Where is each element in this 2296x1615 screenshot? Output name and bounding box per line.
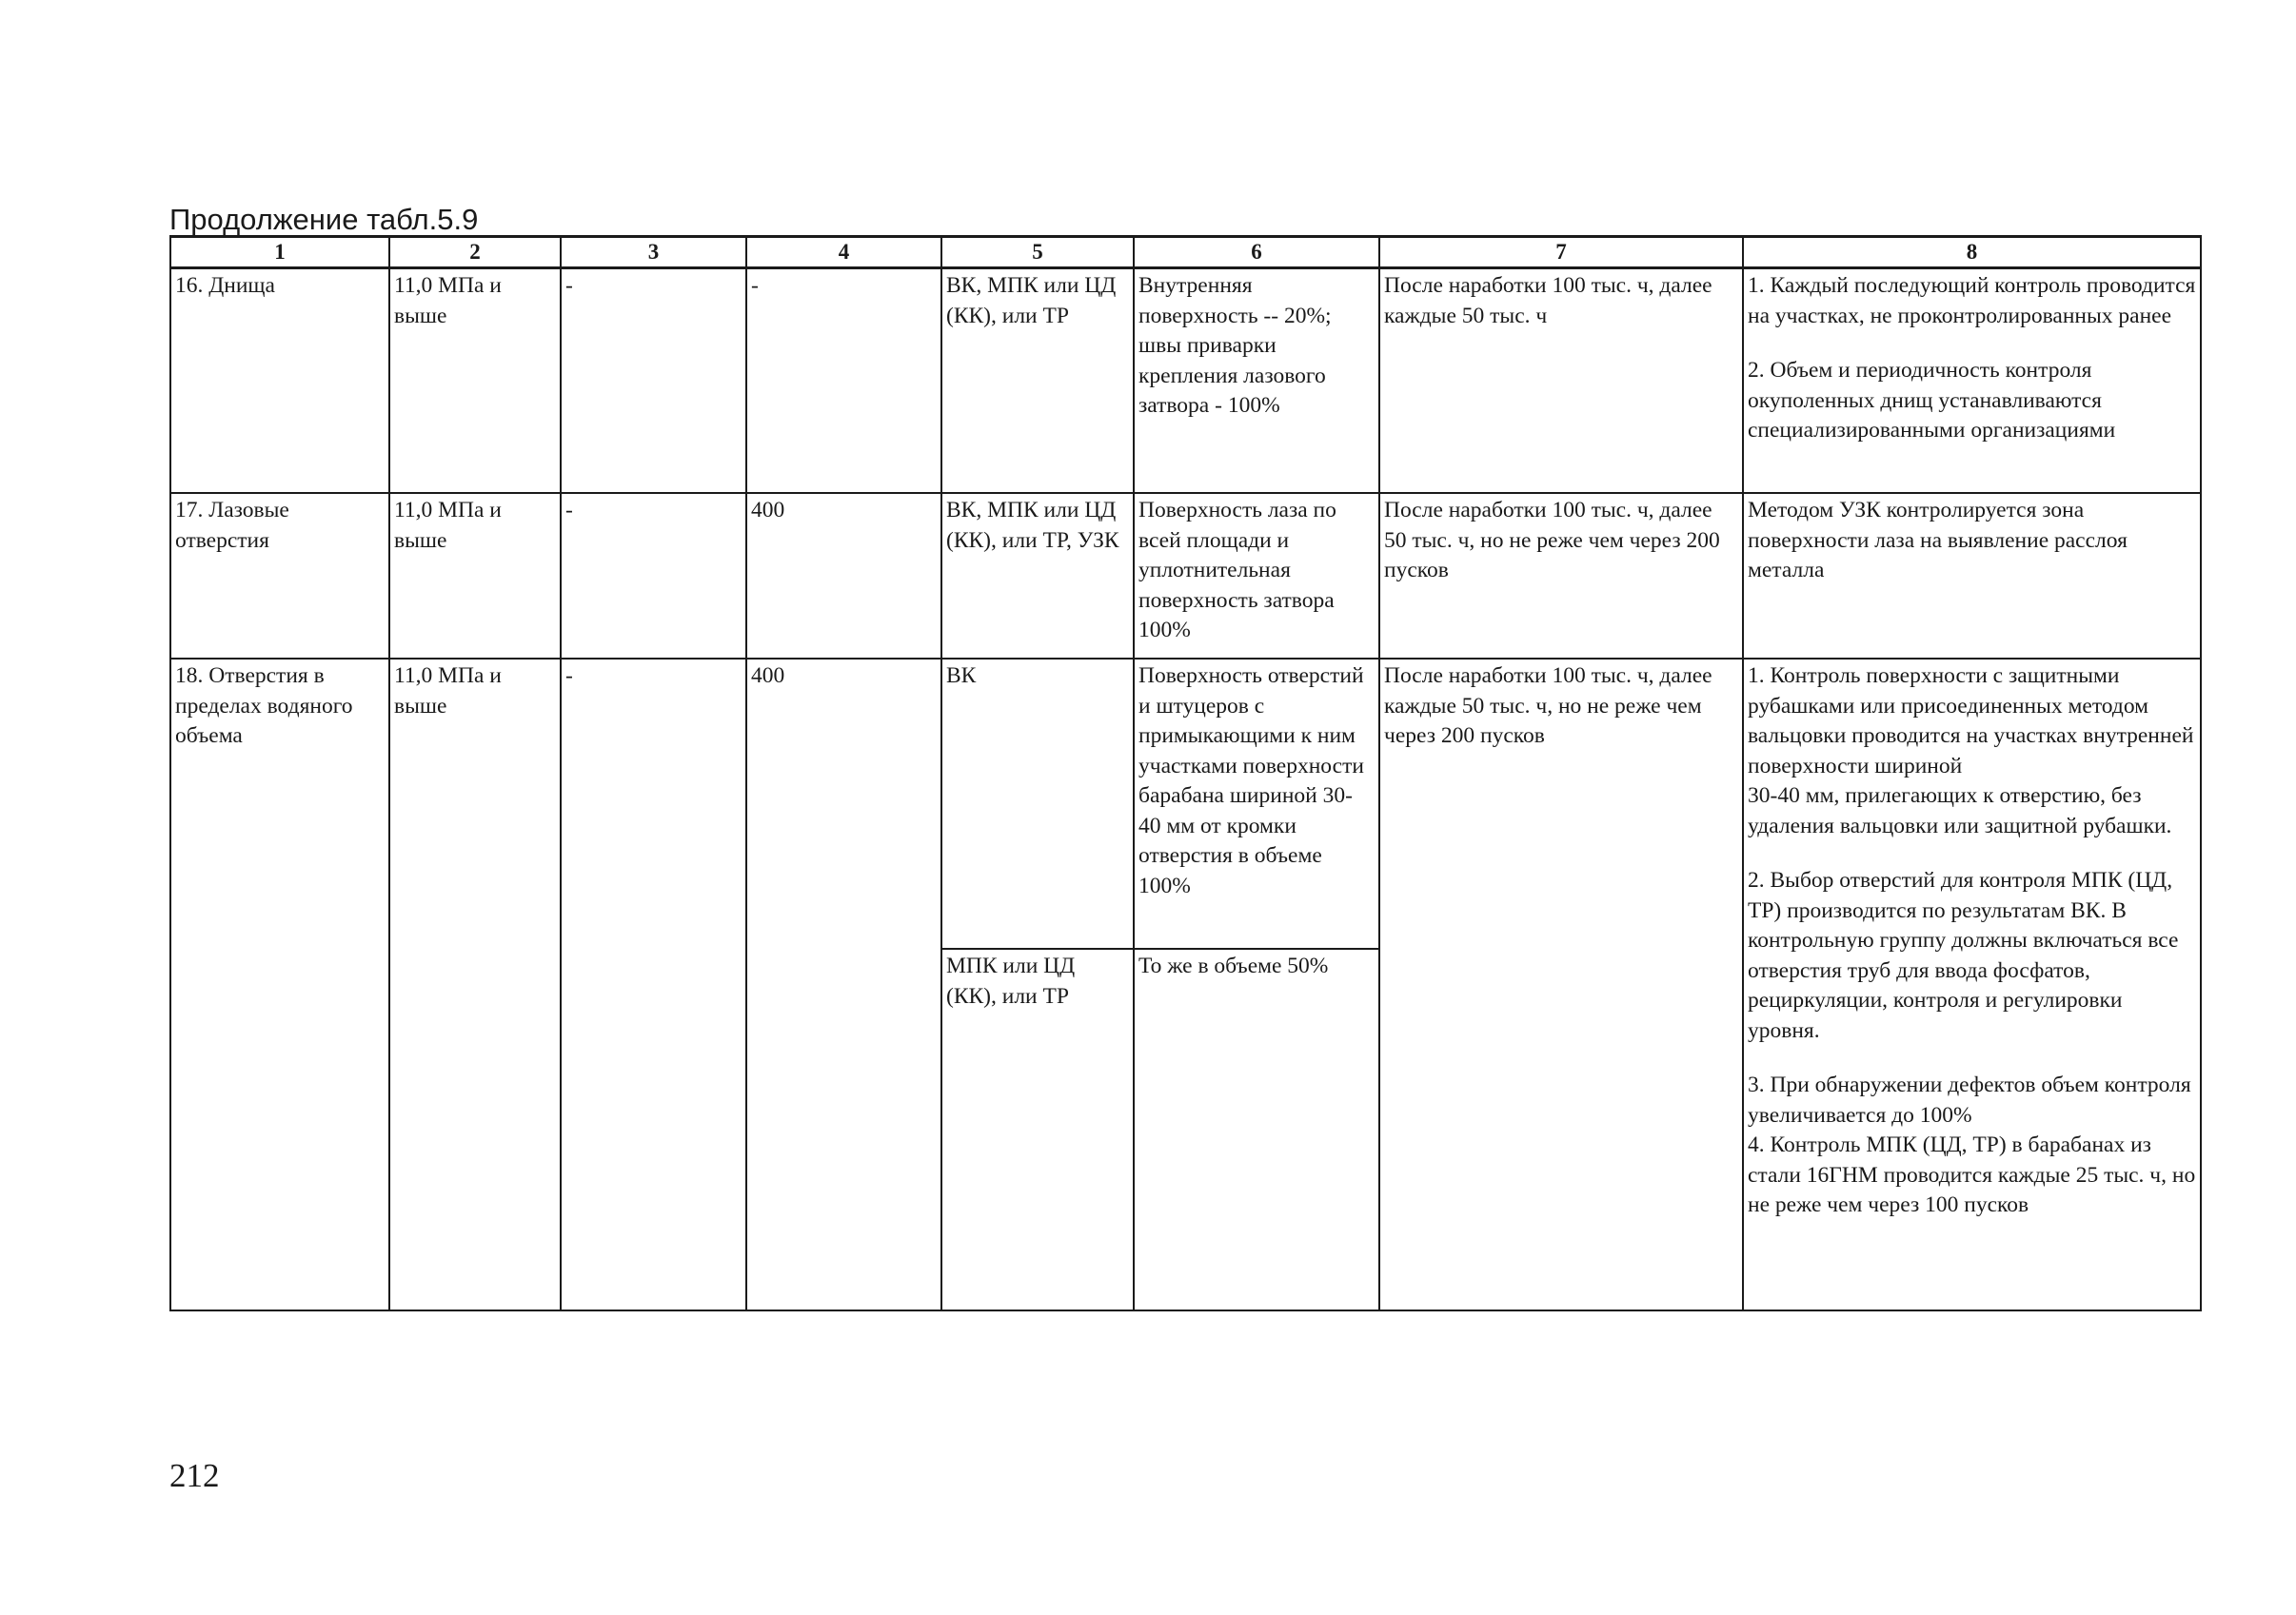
- row17-method: ВК, МПК или ЦД (КК), или ТР, УЗК: [941, 493, 1134, 659]
- row18-note-3: 3. При обнаружении дефектов объем контроля увеличивается до 100%: [1748, 1073, 2191, 1128]
- header-col-1: 1: [170, 237, 389, 268]
- table-row-16: [170, 268, 2201, 494]
- row18-col3: -: [561, 659, 746, 1310]
- row17-period: После наработки 100 тыс. ч, далее 50 тыс. ч, но не реже чем через 200 пусков: [1379, 493, 1743, 659]
- table-header-row: [170, 237, 2201, 268]
- row17-col4: 400: [746, 493, 941, 659]
- row18-note-1a: 1. Контроль поверхности с защитными рубашками или присоединенных методом вальцовки проводится на участках внутренней поверхности шириной: [1748, 663, 2194, 778]
- row18-scope-a: Поверхность отверстий и штуцеров с примыкающими к ним участками поверхности барабана шириной 30-40 мм от кромки отверстия в объеме 100%: [1134, 659, 1379, 949]
- row18-col4: 400: [746, 659, 941, 1310]
- row18-method-a: ВК: [941, 659, 1134, 949]
- header-col-5: 5: [941, 237, 1134, 268]
- row16-period: После наработки 100 тыс. ч, далее каждые 50 тыс. ч: [1379, 268, 1743, 494]
- header-col-6: 6: [1134, 237, 1379, 268]
- header-col-4: 4: [746, 237, 941, 268]
- row16-scope: Внутренняя поверхность -- 20%; швы приварки крепления лазового затвора - 100%: [1134, 268, 1379, 494]
- row18-scope-b: То же в объеме 50%: [1134, 949, 1379, 1310]
- row17-pressure: 11,0 МПа и выше: [389, 493, 561, 659]
- row18-pressure: 11,0 МПа и выше: [389, 659, 561, 1310]
- page-number: 212: [169, 1457, 220, 1494]
- header-col-2: 2: [389, 237, 561, 268]
- row16-note-1: 1. Каждый последующий контроль проводится на участках, не проконтролированных ранее: [1748, 273, 2196, 328]
- row16-col4: -: [746, 268, 941, 494]
- table-row-18: [170, 659, 2201, 949]
- row18-element: 18. Отверстия в пределах водяного объема: [170, 659, 389, 1310]
- row16-element: 16. Днища: [170, 268, 389, 494]
- inspection-table: [169, 235, 2202, 1311]
- row18-note-2: 2. Выбор отверстий для контроля МПК (ЦД, ТР) производится по результатам ВК. В контрольную группу должны включаться все отверстия труб для ввода фосфатов, рециркуляции, контроля и регулировки уровня.: [1748, 868, 2179, 1043]
- row16-notes: [1743, 268, 2201, 494]
- header-col-8: 8: [1743, 237, 2201, 268]
- row18-method-b: МПК или ЦД (КК), или ТР: [941, 949, 1134, 1310]
- row18-period: После наработки 100 тыс. ч, далее каждые 50 тыс. ч, но не реже чем через 200 пусков: [1379, 659, 1743, 1310]
- row16-method: ВК, МПК или ЦД (КК), или ТР: [941, 268, 1134, 494]
- table-row-17: [170, 493, 2201, 659]
- row17-notes: Методом УЗК контролируется зона поверхности лаза на выявление расслоя металла: [1743, 493, 2201, 659]
- row16-note-2: 2. Объем и периодичность контроля окуполенных днищ устанавливаются специализированными организациями: [1748, 358, 2116, 443]
- row17-col3: -: [561, 493, 746, 659]
- row18-notes: [1743, 659, 2201, 1310]
- header-col-3: 3: [561, 237, 746, 268]
- row18-note-1b: 30-40 мм, прилегающих к отверстию, без удаления вальцовки или защитной рубашки.: [1748, 783, 2172, 838]
- row17-scope: Поверхность лаза по всей площади и уплотнительная поверхность затвора 100%: [1134, 493, 1379, 659]
- row16-col3: -: [561, 268, 746, 494]
- row17-element: 17. Лазовые отверстия: [170, 493, 389, 659]
- row18-note-4: 4. Контроль МПК (ЦД, ТР) в барабанах из стали 16ГНМ проводится каждые 25 тыс. ч, но не реже чем через 100 пусков: [1748, 1132, 2196, 1217]
- table-caption: Продолжение табл.5.9: [169, 203, 479, 236]
- row16-pressure: 11,0 МПа и выше: [389, 268, 561, 494]
- header-col-7: 7: [1379, 237, 1743, 268]
